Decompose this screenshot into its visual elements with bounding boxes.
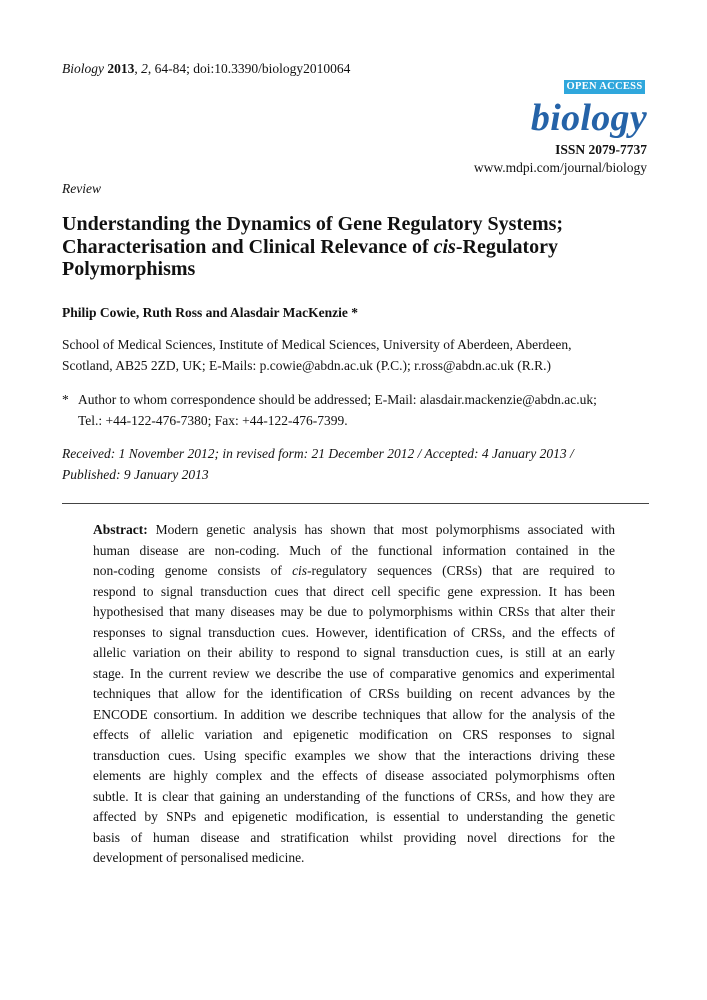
abstract-line: development of personalised medicine. bbox=[93, 850, 305, 865]
abstract-line: effects of allelic variation and epigenetic modification on CRS responses to signal bbox=[93, 727, 615, 742]
citation-year: 2013 bbox=[107, 61, 135, 76]
abstract-line: transduction cues. Using specific examples we show that the interactions driving these bbox=[93, 747, 615, 763]
publication-dates bbox=[62, 444, 652, 485]
abstract-line: techniques that allow for the identification of CRSs building on recent advances by the bbox=[93, 686, 615, 701]
citation-journal: Biology bbox=[62, 61, 104, 76]
abstract-line: subtle. It is clear that gaining an understanding of the functions of CRSs, and how they are bbox=[93, 788, 615, 804]
correspondence-note bbox=[62, 390, 647, 431]
abstract-line: allelic variation on their ability to respond to signal transduction cues, is still at an early bbox=[93, 645, 615, 660]
abstract-line: human disease are non-coding. Much of the functional information contained in the bbox=[93, 542, 615, 558]
title-line-3: Polymorphisms bbox=[62, 258, 196, 280]
abstract-line: responses to signal transduction cues. However, identification of CRSs, and the effects of bbox=[93, 624, 615, 640]
journal-logo: biology bbox=[530, 97, 647, 139]
citation-line: Biology 2013, 2, 64-84; doi:10.3390/biology2010064 bbox=[62, 61, 351, 76]
abstract bbox=[93, 520, 615, 869]
correspondence-line-1: Author to whom correspondence should be addressed; E-Mail: alasdair.mackenzie@abdn.ac.uk; bbox=[78, 392, 597, 407]
citation-pages-doi: , 64-84; doi:10.3390/biology2010064 bbox=[147, 61, 351, 76]
affiliation-line-2: Scotland, AB25 2ZD, UK; E-Mails: p.cowie@abdn.ac.uk (P.C.); r.ross@abdn.ac.uk (R.R.) bbox=[62, 357, 552, 373]
abstract-line: basis of human disease and stratification whilst providing novel directions for the bbox=[93, 829, 615, 845]
affiliation-line-1: School of Medical Sciences, Institute of Medical Sciences, University of Aberdeen, Aberdeen, bbox=[62, 337, 572, 352]
article-title bbox=[62, 213, 652, 281]
affiliation bbox=[62, 335, 642, 376]
title-line-1: Understanding the Dynamics of Gene Regulatory Systems; bbox=[62, 213, 564, 235]
abstract-line: affected by SNPs and epigenetic modification, is essential to understanding the genetic bbox=[93, 809, 615, 824]
abstract-line: ENCODE consortium. In addition we describe techniques that allow for the analysis of the bbox=[93, 706, 615, 722]
dates-line-1: Received: 1 November 2012; in revised form: 21 December 2012 / Accepted: 4 January 2013 / bbox=[62, 446, 574, 461]
abstract-label: Abstract: bbox=[93, 522, 148, 537]
author-list: Philip Cowie, Ruth Ross and Alasdair MacKenzie * bbox=[62, 305, 359, 320]
abstract-line: elements are highly complex and the effects of disease associated polymorphisms often bbox=[93, 768, 615, 783]
open-access-badge: OPEN ACCESS bbox=[564, 80, 645, 94]
abstract-line: hypothesised that many diseases may be due to polymorphisms within CRSs that alter their bbox=[93, 604, 615, 619]
section-divider bbox=[62, 503, 649, 504]
abstract-line: non-coding genome consists of cis-regulatory sequences (CRSs) that are required to bbox=[93, 563, 615, 578]
issn: ISSN 2079-7737 bbox=[555, 142, 647, 157]
abstract-line: respond to signal transduction cues that direct cell specific gene expression. It has been bbox=[93, 583, 615, 599]
dates-line-2: Published: 9 January 2013 bbox=[62, 466, 209, 482]
correspondence-marker: * bbox=[62, 392, 69, 407]
abstract-line: Abstract: Modern genetic analysis has shown that most polymorphisms associated with bbox=[93, 522, 615, 537]
journal-url[interactable]: www.mdpi.com/journal/biology bbox=[473, 160, 647, 175]
correspondence-line-2: Tel.: +44-122-476-7380; Fax: +44-122-476-7399. bbox=[78, 412, 348, 428]
title-line-2: Characterisation and Clinical Relevance of cis-Regulatory bbox=[62, 235, 559, 258]
abstract-line: stage. In the current review we describe the use of comparative genomics and experimental bbox=[93, 665, 615, 681]
article-type: Review bbox=[62, 181, 101, 196]
citation-volume: 2 bbox=[141, 61, 148, 76]
